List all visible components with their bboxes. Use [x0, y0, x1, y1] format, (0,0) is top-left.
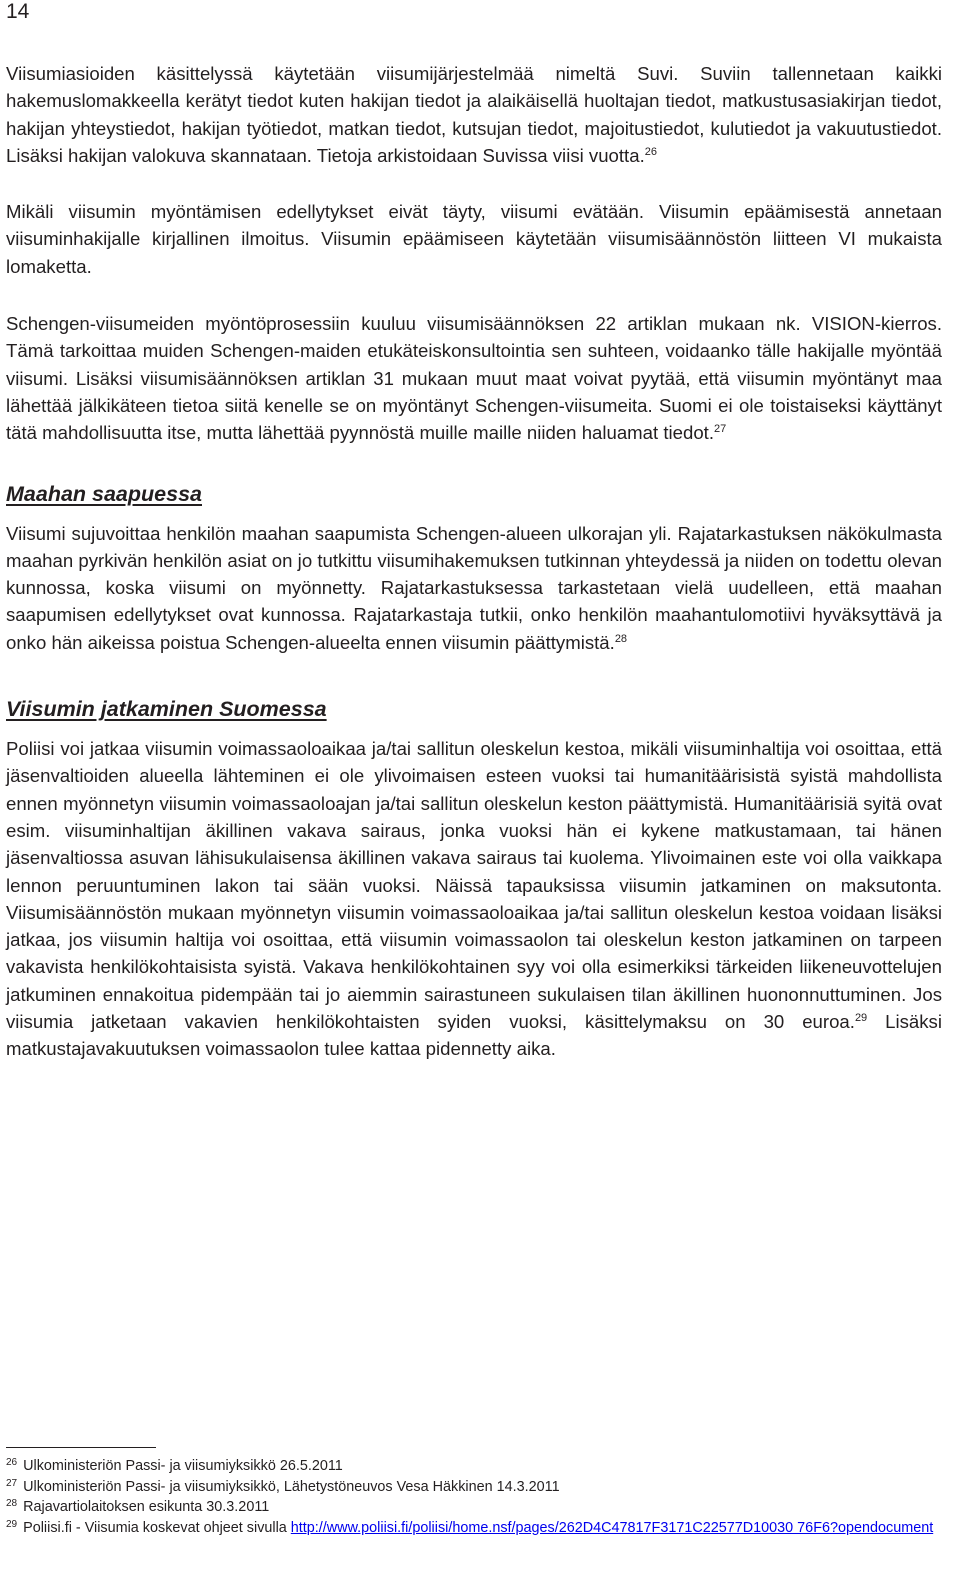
footnote-text: Ulkoministeriön Passi- ja viisumiyksikkö, Lähetystöneuvos Vesa Häkkinen 14.3.2011 — [23, 1478, 560, 1495]
footnote-number: 27 — [6, 1477, 18, 1489]
page-number: 14 — [6, 0, 30, 23]
main-content — [6, 60, 942, 1063]
footnote-27 — [6, 1477, 942, 1498]
footnote-ref[interactable]: 28 — [614, 632, 628, 645]
footnote-28 — [6, 1497, 942, 1518]
footnote-text: Ulkoministeriön Passi- ja viisumiyksikkö 26.5.2011 — [23, 1458, 343, 1474]
paragraph-text: Lisäksi matkustajavakuutuksen voimassaolon tulee kattaa pidennetty aika. — [6, 1011, 942, 1060]
paragraph-text: Viisumiasioiden käsittelyssä käytetään viisumijärjestelmää nimeltä Suvi. Suviin tallennetaan kaikki hakemuslomakkeella kerätyt tiedot kuten hakijan tiedot ja alaikäisellä huoltajan tiedot, matkustusasiakirjan tiedot, hakijan yhteystiedot, hakijan työtiedot, matkan tiedot, kutsujan tiedot, majoitustiedot, kulutiedot ja vakuutustiedot. Lisäksi hakijan valokuva skannataan. Tietoja arkistoidaan Suvissa viisi vuotta. — [6, 63, 942, 166]
footnote-number: 26 — [6, 1457, 18, 1468]
footnote-ref[interactable]: 26 — [644, 145, 657, 158]
footnote-29 — [6, 1518, 942, 1539]
footnote-number: 28 — [6, 1498, 18, 1509]
paragraph-suvi — [6, 60, 942, 169]
footnote-26 — [6, 1456, 942, 1477]
footnote-divider — [6, 1447, 156, 1448]
section-heading-arrival: Maahan saapuessa — [6, 481, 202, 506]
footnote-link[interactable]: http://www.poliisi.fi/poliisi/home.nsf/pages/262D4C47817F3171C22577D10030 76F6?opendocument — [290, 1519, 934, 1536]
footnote-text: Rajavartiolaitoksen esikunta 30.3.2011 — [23, 1499, 270, 1515]
paragraph-refusal — [6, 198, 942, 280]
footnote-ref[interactable]: 27 — [714, 423, 727, 436]
paragraph-text: Viisumi sujuvoittaa henkilön maahan saapumista Schengen-alueen ulkorajan yli. Rajatarkastuksen näkökulmasta maahan pyrkivän henkilön asiat on jo tutkittu viisumihakemuksen tutkinnan yhteydessä ja niiden on todettu olevan kunnossa, koska viisumi on myönnetty. Rajatarkastuksessa tarkastetaan vielä uudelleen, että maahan saapumisen edellytykset ovat kunnossa. Rajatarkastaja tutkii, onko henkilön maahantulomotiivi hyväksyttävä ja onko hän aikeissa poistua Schengen-alueelta ennen viisumin päättymistä. — [6, 522, 942, 653]
footnote-number: 29 — [6, 1518, 18, 1530]
paragraph-extension — [6, 735, 942, 1063]
paragraph-text: Schengen-viisumeiden myöntöprosessiin kuuluu viisumisäännöksen 22 artiklan mukaan nk. VISION-kierros. Tämä tarkoittaa muiden Schengen-maiden etukäteiskonsultointia sen suhteen, voidaanko tälle hakijalle myöntää viisumi. Lisäksi viisumisäännöksen artiklan 31 mukaan muut maat voivat pyytää, että viisumin myöntänyt maa lähettää jälkikäteen tietoa siitä kenelle se on myöntänyt Schengen-viisumeita. Suomi ei ole toistaiseksi käyttänyt tätä mahdollisuutta itse, mutta lähettää pyynnöstä muille maille niiden haluamat tiedot. — [6, 313, 942, 444]
paragraph-arrival — [6, 520, 942, 656]
paragraph-vision — [6, 310, 942, 446]
section-heading-extension: Viisumin jatkaminen Suomessa — [6, 697, 327, 722]
footnote-text: Poliisi.fi - Viisumia koskevat ohjeet sivulla — [23, 1519, 291, 1536]
footnotes — [6, 1447, 942, 1538]
paragraph-text: Poliisi voi jatkaa viisumin voimassaoloaikaa ja/tai sallitun oleskelun kestoa, mikäli viisuminhaltija voi osoittaa, että jäsenvaltioiden alueella lähteminen ei ole ylivoimaisen esteen vuoksi tai humanitäärisistä syistä mahdollista ennen myönnetyn viisumin voimassaoloajan ja/tai sallitun oleskelun keston päättymistä. Humanitäärisiä syitä ovat esim. viisuminhaltijan äkillinen vakava sairaus, jonka vuoksi hän ei kykene matkustamaan, tai hänen jäsenvaltiossa asuvan lähisukulaisensa äkillinen vakava sairaus tai kuolema. Ylivoimainen este voi olla vaikkapa lennon peruuntuminen lakon tai sään vuoksi. Näissä tapauksissa viisumin jatkaminen on maksutonta. Viisumisäännöstön mukaan myönnetyn viisumin voimassaoloaikaa ja/tai sallitun oleskelun kestoa voidaan lisäksi jatkaa, jos viisumin haltija voi osoittaa, että viisumin voimassaolon tai oleskelun keston jatkaminen on tarpeen vakavista henkilökohtaisista syistä. Vakava henkilökohtainen syy voi olla esimerkiksi tärkeiden liikeneuvottelujen jatkuminen ennakoitua pidempään tai jo aiemmin sairastuneen sukulaisen tilan äkillinen huononnuttuminen. Jos viisumia jatketaan vakavien henkilökohtaisten syiden vuoksi, käsittelymaksu on 30 euroa. — [6, 738, 942, 1033]
paragraph-text: Mikäli viisumin myöntämisen edellytykset eivät täyty, viisumi evätään. Viisumin epäämisestä annetaan viisuminhakijalle kirjallinen ilmoitus. Viisumin epäämiseen käytetään viisumisäännöstön liitteen VI mukaista lomaketta. — [6, 201, 942, 277]
footnote-ref[interactable]: 29 — [854, 1012, 868, 1025]
